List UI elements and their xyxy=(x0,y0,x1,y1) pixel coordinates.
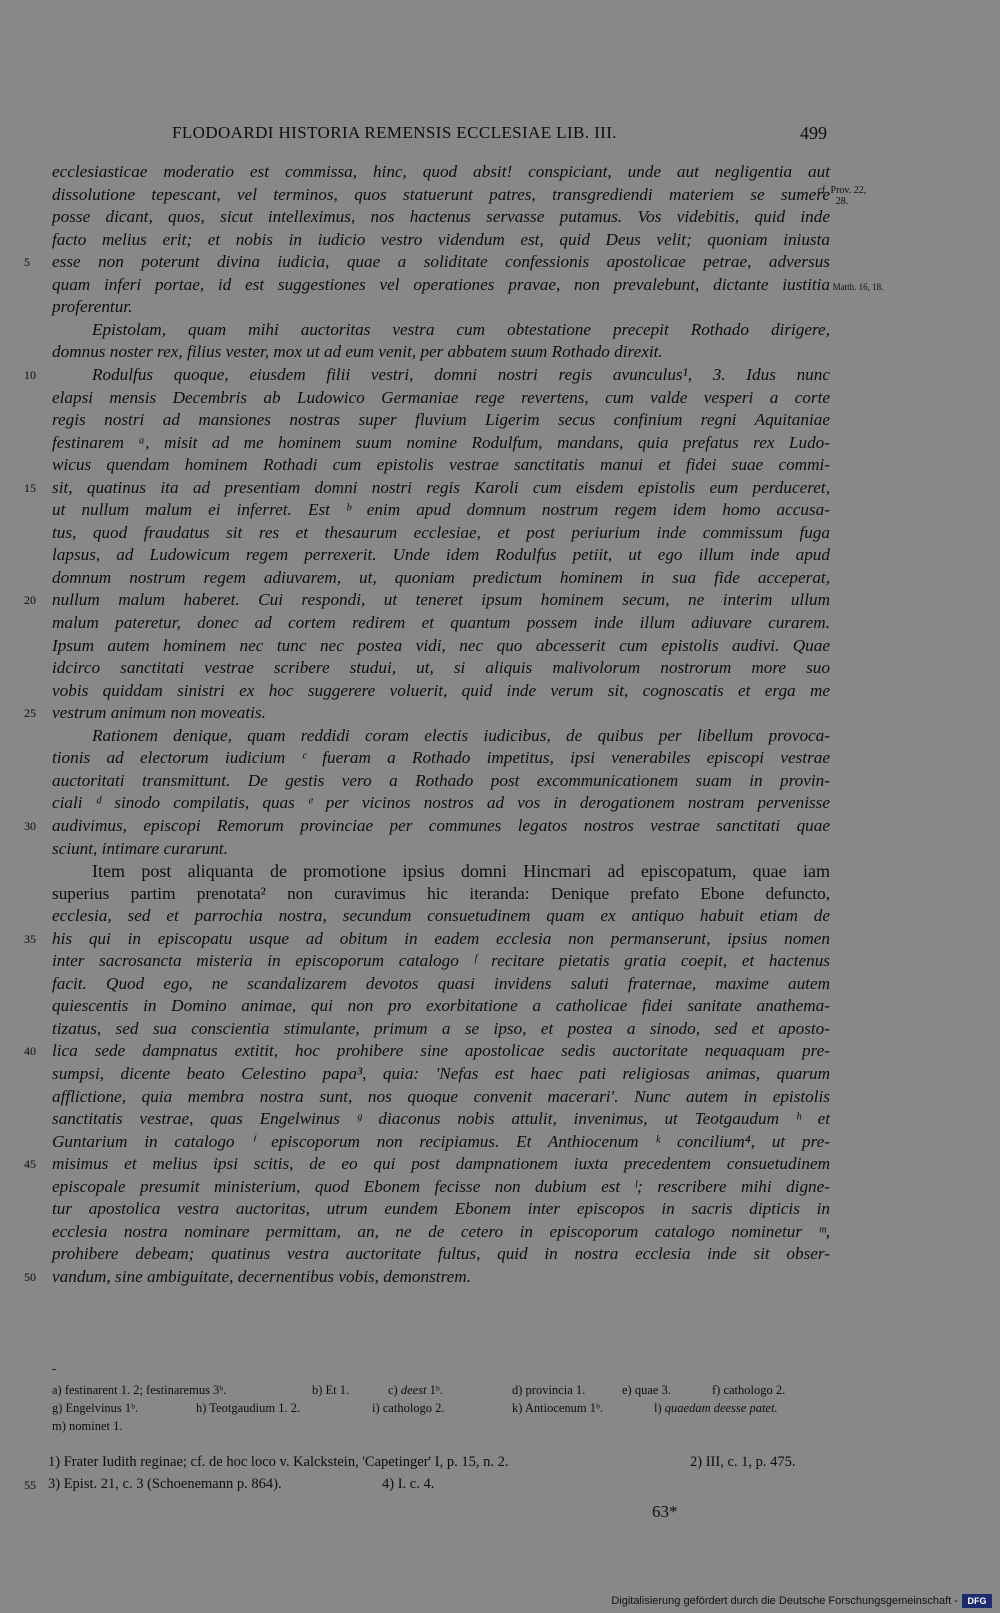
digitization-footer xyxy=(0,1591,1000,1613)
text-line: esse non poterunt divina iudicia, quae a soliditate confessionis apostolicae petrae, adversus xyxy=(52,252,830,271)
text-line: auctoritati transmittunt. De gestis vero a Rothado post excommunicationem suam in provin- xyxy=(52,771,830,790)
apparatus-h: h) Teotgaudium 1. 2. xyxy=(196,1401,301,1415)
apparatus-m: m) nominet 1. xyxy=(52,1419,123,1433)
footnote-4: 4) I. c. 4. xyxy=(382,1476,435,1492)
text-line: inter sacrosancta misteria in episcoporum catalogo ᶠ recitare pietatis gratia coepit, et hactenus xyxy=(52,951,830,970)
text-line: sumpsi, dicente beato Celestino papa³, quia: 'Nefas est haec pati religiosas animas, quarum xyxy=(52,1064,830,1083)
line-number: 45 xyxy=(24,1157,36,1171)
text-line: ecclesiasticae moderatio est commissa, hinc, quod absit! conspiciant, unde aut negligentia aut xyxy=(52,162,830,181)
footnote-separator xyxy=(52,1369,56,1370)
footnote-3: 3) Epist. 21, c. 3 (Schoenemann p. 864). xyxy=(48,1476,282,1492)
text-line: elapsi mensis Decembris ab Ludowico Germaniae rege revertens, cum valde vesperi a corte xyxy=(52,388,830,407)
apparatus-e: e) quae 3. xyxy=(622,1383,671,1397)
line-number: 20 xyxy=(24,593,36,607)
text-line: tionis ad electorum iudicium ᶜ fueram a Rothado impetitus, ipsi venerabiles episcopi vestrae xyxy=(52,748,830,767)
text-line: posse dicant, quos, sicut intelleximus, nos hactenus servasse putamus. Vos videbitis, quid inde xyxy=(52,207,830,226)
text-line: lapsus, ad Ludowicum regem perrexerit. Unde idem Rodulfus petiit, ut ego illum inde apud xyxy=(52,545,830,564)
text-line: afflictione, quia membra nostra sunt, nos quoque convenit macerari'. Nunc autem in epistolis xyxy=(52,1087,830,1106)
text-line: idcirco sanctitati vestrae scribere studui, ut, si aliquis malivolorum nostrorum more suo xyxy=(52,658,830,677)
apparatus-g: g) Engelvinus 1ᵇ. xyxy=(52,1401,139,1415)
running-title: FLODOARDI HISTORIA REMENSIS ECCLESIAE LIB. III. xyxy=(172,123,617,142)
text-line: misimus et melius ipsi scitis, de eo qui post dampnationem iuxta precedentem consuetudinem xyxy=(52,1154,830,1173)
text-line: vandum, sine ambiguitate, decernentibus vobis, demonstrem. xyxy=(52,1267,471,1286)
funding-credit: Digitalisierung gefördert durch die Deutsche Forschungsgemeinschaft - xyxy=(611,1595,958,1607)
text-line: wicus quendam hominem Rothadi cum epistolis vestrae sanctitatis manui et fidei suae commi- xyxy=(52,455,830,474)
text-line: his qui in episcopatu usque ad obitum in eadem ecclesia non permanserunt, ipsius nomen xyxy=(52,929,830,948)
apparatus-b: b) Et 1. xyxy=(312,1383,350,1397)
line-number: 55 xyxy=(24,1478,36,1492)
dfg-logo-icon: DFG xyxy=(962,1594,992,1608)
line-number: 50 xyxy=(24,1270,36,1284)
text-line: Rationem denique, quam reddidi coram electis iudicibus, de quibus per libellum provoca- xyxy=(92,726,830,745)
text-line: Item post aliquanta de promotione ipsius domni Hincmari ad episcopatum, quae iam xyxy=(92,861,830,881)
line-number: 10 xyxy=(24,368,36,382)
line-number: 30 xyxy=(24,819,36,833)
line-number: 15 xyxy=(24,481,36,495)
margin-note-matth: Matth. 16, 18. xyxy=(832,282,884,292)
text-line: dissolutione tepescant, vel terminos, quos statuerunt patres, transgrediendi materiem se sumere xyxy=(52,185,830,204)
page-number: 499 xyxy=(800,123,827,143)
text-line: sciunt, intimare curarunt. xyxy=(52,839,229,858)
text-line: superius partim prenotata² non curavimus hic iteranda: Denique prefato Ebone defuncto, xyxy=(52,884,830,903)
apparatus-c: c) deest 1ᵇ. xyxy=(388,1383,443,1397)
text-line: ciali ᵈ sinodo compilatis, quas ᵉ per vicinos nostros ad vos in derogationem nostram pervenisse xyxy=(52,793,830,812)
apparatus-l: l) quaedam deesse patet. xyxy=(654,1401,778,1415)
text-line: vobis quiddam sinistri ex hoc suggerere voluerit, quid inde verum sit, cognoscatis et erga me xyxy=(52,681,830,700)
text-line: tur apostolica vestra auctoritas, utrum eundem Ebonem inter episcopos in sacris dipticis in xyxy=(52,1199,830,1218)
text-line: ut nullum malum ei inferret. Est ᵇ enim apud domnum nostrum regem idem homo accusa- xyxy=(52,500,830,519)
text-line: Ipsum autem hominem nec tunc nec postea vidi, nec quo abcesserit cum epistolis audivi. Quae xyxy=(52,636,830,655)
margin-note-prov: cf. Prov. 22, 28. xyxy=(817,185,867,207)
footnote-2: 2) III, c. 1, p. 475. xyxy=(690,1454,796,1470)
text-line: regis nostri ad mansiones nostras super fluvium Ligerim secus confinium regni Aquitaniae xyxy=(52,410,830,429)
text-line: quam inferi portae, id est suggestiones vel operationes pravae, non prevalebunt, dictante iustitia xyxy=(52,275,830,294)
text-line: Guntarium in catalogo ⁱ episcoporum non recipiamus. Et Anthiocenum ᵏ concilium⁴, ut pre- xyxy=(52,1132,830,1151)
text-line: malum pateretur, donec ad cortem redirem et quantum possem inde illum adiuvare curarem. xyxy=(52,613,830,632)
apparatus-a: a) festinarent 1. 2; festinaremus 3ᵇ. xyxy=(52,1383,227,1397)
text-line: facit. Quod ego, ne scandalizarem devotos quasi invidens saluti fraternae, maxime autem xyxy=(52,974,830,993)
apparatus-f: f) cathologo 2. xyxy=(712,1383,786,1397)
text-line: tizatus, sed sua conscientia stimulante, primum a se ipso, et postea a sinodo, sed et aposto- xyxy=(52,1019,830,1038)
text-line: domnus noster rex, filius vester, mox ut ad eum venit, per abbatem suum Rothado direxit. xyxy=(52,342,663,361)
text-line: facto melius erit; et nobis in iudicio vestro videndum est, quid Deus velit; quoniam iniusta xyxy=(52,230,830,249)
text-line: sanctitatis vestrae, quas Engelwinus ᵍ diaconus nobis attulit, invenimus, ut Teotgaudum ʰ et xyxy=(52,1109,830,1128)
text-line: Epistolam, quam mihi auctoritas vestra cum obtestatione precepit Rothado dirigere, xyxy=(92,320,830,339)
line-number: 5 xyxy=(24,255,30,269)
signature-mark: 63* xyxy=(652,1502,678,1521)
apparatus-d: d) provincia 1. xyxy=(512,1383,586,1397)
text-line: nullum malum haberet. Cui respondi, ut teneret ipsum hominem secum, ne interim ullum xyxy=(52,590,830,609)
footnote-1: 1) Frater Iudith reginae; cf. de hoc loco v. Kalckstein, 'Capetinger' I, p. 15, n. 2. xyxy=(48,1454,509,1470)
line-number: 35 xyxy=(24,932,36,946)
text-line: episcopale presumit ministerium, quod Ebonem fecisse non dubium est ˡ; rescribere mihi digne- xyxy=(52,1177,830,1196)
text-line: audivimus, episcopi Remorum provinciae per communes legatos nostros vestrae sanctitati quae xyxy=(52,816,830,835)
line-number: 40 xyxy=(24,1044,36,1058)
text-line: domnum nostrum regem adiuvarem, ut, quoniam predictum hominem in sua fide acceperat, xyxy=(52,568,830,587)
apparatus-i: i) cathologo 2. xyxy=(372,1401,445,1415)
apparatus-k: k) Antiocenum 1ᵇ. xyxy=(512,1401,604,1415)
text-line: vestrum animum non moveatis. xyxy=(52,703,266,722)
text-line: lica sede dampnatus extitit, hoc prohibere sine apostolicae sedis auctoritate nequaquam pre- xyxy=(52,1041,830,1060)
line-number: 25 xyxy=(24,706,36,720)
text-line: proferentur. xyxy=(52,297,133,316)
text-line: Rodulfus quoque, eiusdem filii vestri, domni nostri regis avunculus¹, 3. Idus nunc xyxy=(92,365,830,384)
text-line: tus, quod fraudatus sit res et thesaurum ecclesiae, et post periurium inde commissum fuga xyxy=(52,523,830,542)
text-line: sit, quatinus ita ad presentiam domni nostri regis Karoli cum eisdem epistolis eum perduceret, xyxy=(52,478,830,497)
running-header xyxy=(0,123,1000,147)
text-line: ecclesia, sed et parrochia nostra, secundum consuetudinem quam ex antiquo habuit etiam de xyxy=(52,906,830,925)
text-line: quiescentis in Domino animae, qui non pro exorbitatione a catholicae fidei sanitate anathema- xyxy=(52,996,830,1015)
text-line: ecclesia nostra nominare permittam, an, ne de cetero in episcoporum catalogo nominetur ᵐ, xyxy=(52,1222,830,1241)
text-line: prohibere debeam; quatinus vestra auctoritate fultus, quid in nostra ecclesia inde sit obser- xyxy=(52,1244,830,1263)
text-line: festinarem ᵃ, misit ad me hominem suum nomine Rodulfum, mandans, quia prefatus rex Ludo- xyxy=(52,433,830,452)
